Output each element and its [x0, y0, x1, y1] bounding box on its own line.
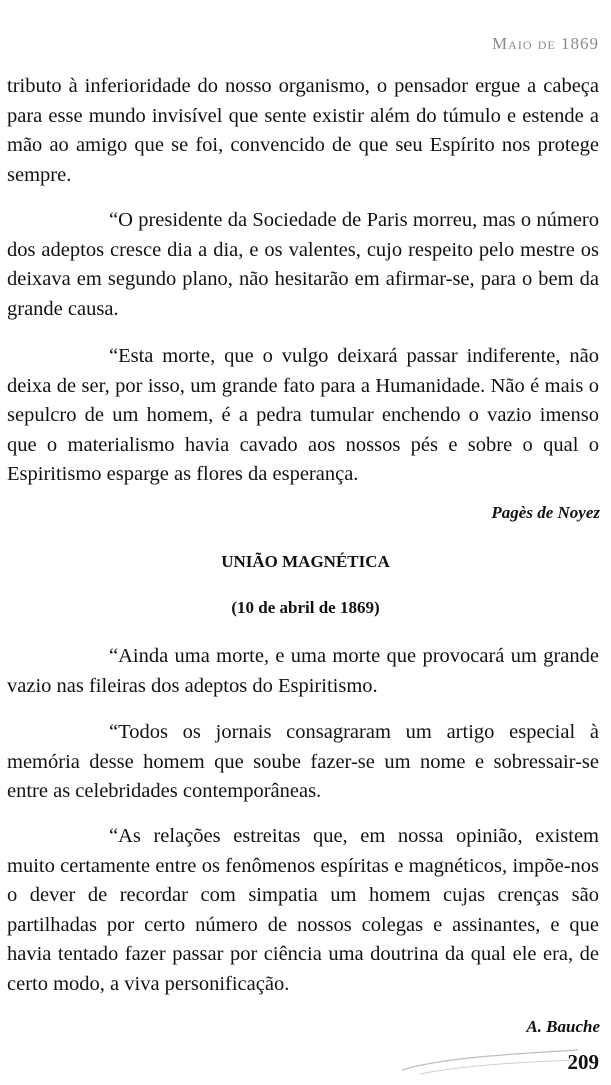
section-title: UNIÃO MAGNÉTICA [221, 552, 390, 571]
page-number: 209 [567, 1050, 599, 1074]
paragraph-2: “O presidente da Sociedade de Paris morreu, mas o número dos adeptos cresce dia a dia, e os valentes, cujo respeito pelo mestre os deixava em segundo plano, não hesitarão em afirmar-se, para o bem da grande causa. [7, 209, 599, 320]
paragraph-6: “As relações estreitas que, em nossa opinião, existem muito certamente entre os fenômenos espíritas e magnéticos, impõe-nos o dever de recordar com simpatia um homem cujas crenças são partilhadas por certo número de nossos colegas e assinantes, e que havia tentado fazer passar por ciência uma doutrina da qual ele era, de certo modo, a viva personificação. [7, 825, 599, 995]
running-header: Maio de 1869 [492, 34, 599, 53]
paragraph-5: “Todos os jornais consagraram um artigo especial à memória desse homem que soube fazer-se um nome e sobressair-se entre as celebridades contemporâneas. [7, 721, 599, 802]
signature-pages-de-noyez: Pagès de Noyez [491, 503, 600, 522]
signature-a-bauche: A. Bauche [526, 1017, 600, 1036]
decorative-swirl-icon [400, 1040, 580, 1080]
section-date: (10 de abril de 1869) [231, 598, 380, 617]
paragraph-1: tributo à inferioridade do nosso organismo, o pensador ergue a cabeça para esse mundo invisível que sente existir além do túmulo e estende a mão ao amigo que se foi, convencido de que seu Espírito nos protege sempre. [7, 75, 599, 186]
paragraph-4: “Ainda uma morte, e uma morte que provocará um grande vazio nas fileiras dos adeptos do Espiritismo. [7, 645, 599, 697]
paragraph-3: “Esta morte, que o vulgo deixará passar indiferente, não deixa de ser, por isso, um grande fato para a Humanidade. Não é mais o sepulcro de um homem, é a pedra tumular enchendo o vazio imenso que o materialismo havia cavado aos nossos pés e sobre o qual o Espiritismo esparge as flores da esperança. [7, 345, 599, 485]
